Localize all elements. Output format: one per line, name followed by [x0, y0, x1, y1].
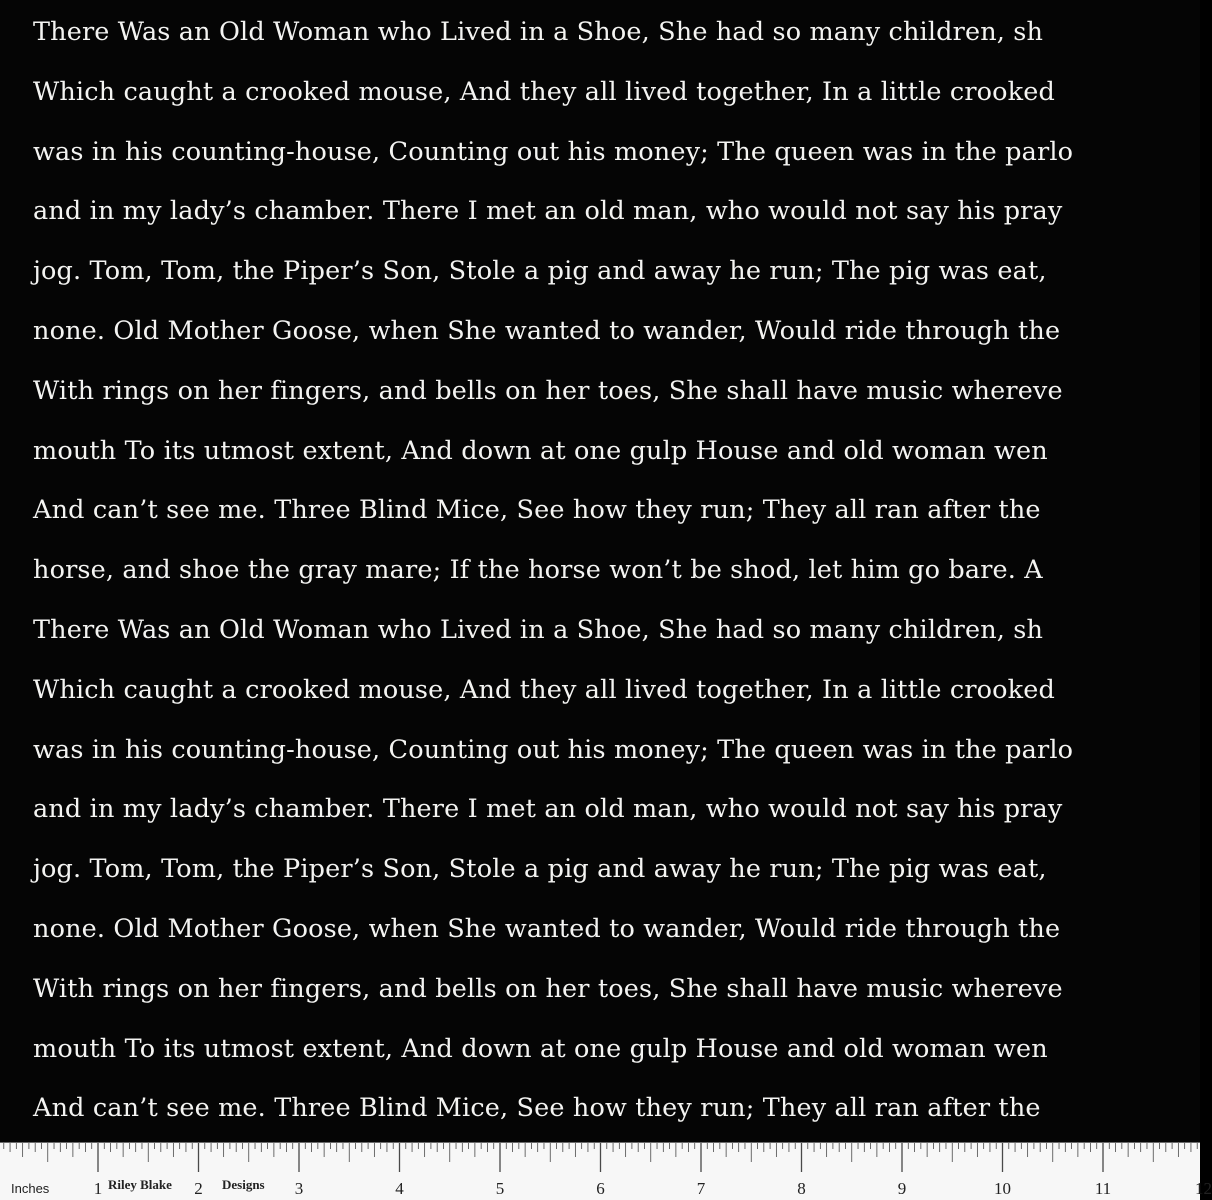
text-line: was in his counting-house, Counting out his money; The queen was in the parlo — [33, 136, 1074, 167]
ruler-number: 1 — [93, 1179, 103, 1198]
text-line: was in his counting-house, Counting out his money; The queen was in the parlo — [33, 734, 1074, 765]
text-line: Which caught a crooked mouse, And they all lived together, In a little crooked — [33, 674, 1055, 705]
ruler-number: 9 — [897, 1179, 907, 1198]
ruler-number: 2 — [194, 1179, 203, 1198]
text-line: With rings on her fingers, and bells on her toes, She shall have music whereve — [33, 973, 1063, 1004]
measuring-ruler — [0, 1142, 1212, 1200]
ruler-brand-label: Designs — [222, 1177, 265, 1192]
ruler-number: 5 — [495, 1179, 505, 1198]
nursery-rhyme-text — [33, 10, 1073, 1146]
ruler-unit-label: Inches — [11, 1181, 50, 1196]
ruler-number: 4 — [395, 1179, 404, 1198]
text-line: jog. Tom, Tom, the Piper’s Son, Stole a pig and away he run; The pig was eat, — [33, 256, 1047, 287]
text-line: Which caught a crooked mouse, And they all lived together, In a little crooked — [33, 76, 1055, 107]
text-line: There Was an Old Woman who Lived in a Shoe, She had so many children, sh — [33, 614, 1044, 645]
ruler-number: 11 — [1094, 1179, 1112, 1198]
ruler-number: 3 — [294, 1179, 304, 1198]
text-line: With rings on her fingers, and bells on her toes, She shall have music whereve — [33, 375, 1063, 406]
text-line: mouth To its utmost extent, And down at one gulp House and old woman wen — [33, 1033, 1048, 1064]
ruler-brand-label: Riley Blake — [108, 1177, 172, 1192]
text-line: jog. Tom, Tom, the Piper’s Son, Stole a pig and away he run; The pig was eat, — [33, 854, 1047, 885]
text-line: mouth To its utmost extent, And down at one gulp House and old woman wen — [33, 435, 1048, 466]
text-line: none. Old Mother Goose, when She wanted to wander, Would ride through the — [33, 315, 1061, 346]
text-line: And can’t see me. Three Blind Mice, See how they run; They all ran after the — [33, 1093, 1041, 1124]
text-line: and in my lady’s chamber. There I met an old man, who would not say his pray — [33, 794, 1063, 825]
ruler-number: 10 — [994, 1179, 1011, 1198]
text-line: horse, and shoe the gray mare; If the horse won’t be shod, let him go bare. A — [33, 555, 1043, 586]
ruler-number: 7 — [696, 1179, 706, 1198]
ruler-number: 6 — [596, 1179, 605, 1198]
ruler-number: 12 — [1195, 1179, 1212, 1198]
text-line: none. Old Mother Goose, when She wanted to wander, Would ride through the — [33, 913, 1061, 944]
text-line: There Was an Old Woman who Lived in a Shoe, She had so many children, sh — [33, 17, 1044, 47]
text-line: and in my lady’s chamber. There I met an old man, who would not say his pray — [33, 196, 1063, 227]
ruler-number: 8 — [797, 1179, 806, 1198]
text-line: And can’t see me. Three Blind Mice, See how they run; They all ran after the — [33, 495, 1041, 526]
